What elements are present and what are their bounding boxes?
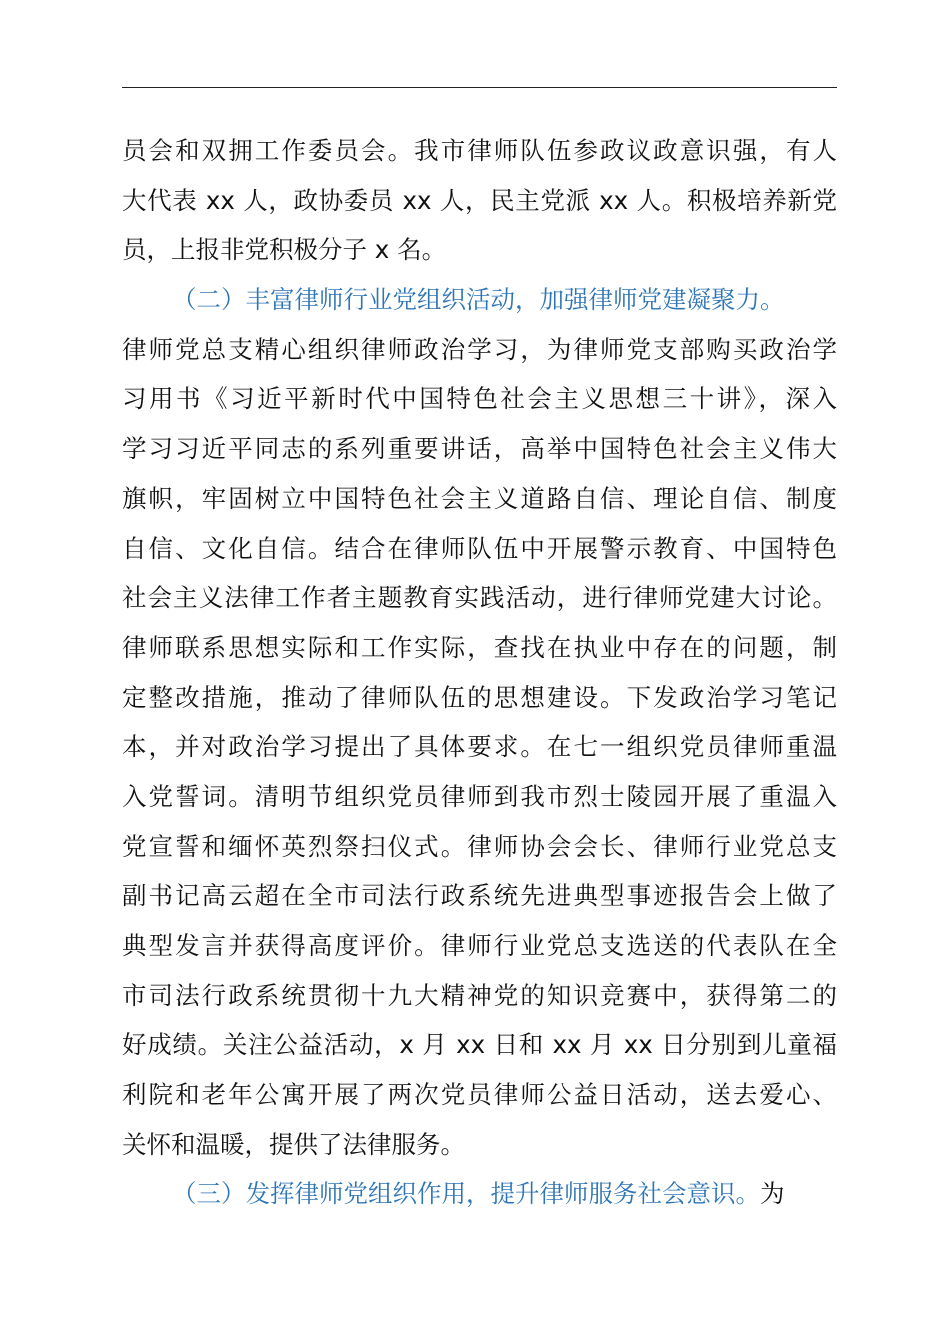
section-heading-3-line [122,1169,837,1219]
section-3-body-start: 为 [760,1179,785,1209]
body-line: 自信、文化自信。结合在律师队伍中开展警示教育、中国特色 [122,533,837,563]
body-line: 入党誓词。清明节组织党员律师到我市烈士陵园开展了重温入 [122,781,837,811]
document-body [122,126,837,1219]
body-line: 好成绩。关注公益活动，x 月 xx 日和 xx 月 xx 日分别到儿童福 [122,1030,837,1060]
body-line: 市司法行政系统贯彻十九大精神党的知识竞赛中，获得第二的 [122,980,837,1010]
body-line: 党宣誓和缅怀英烈祭扫仪式。律师协会会长、律师行业党总支 [122,831,837,861]
body-line: 利院和老年公寓开展了两次党员律师公益日活动，送去爱心、 [122,1080,837,1110]
section-heading-2: （二）丰富律师行业党组织活动，加强律师党建凝聚力。 [172,285,785,315]
body-line: 学习习近平同志的系列重要讲话，高举中国特色社会主义伟大 [122,434,837,464]
body-line: 员，上报非党积极分子 x 名。 [122,235,447,265]
body-line: 本，并对政治学习提出了具体要求。在七一组织党员律师重温 [122,732,837,762]
body-line: 典型发言并获得高度评价。律师行业党总支选送的代表队在全 [122,931,837,960]
body-line: 旗帜，牢固树立中国特色社会主义道路自信、理论自信、制度 [122,483,837,513]
body-line: 社会主义法律工作者主题教育实践活动，进行律师党建大讨论。 [122,583,837,613]
body-line: 定整改措施，推动了律师队伍的思想建设。下发政治学习笔记 [122,682,837,712]
body-line: 律师联系思想实际和工作实际，查找在执业中存在的问题，制 [122,632,837,662]
body-line: 律师党总支精心组织律师政治学习，为律师党支部购买政治学 [122,334,837,364]
body-line: 副书记高云超在全市司法行政系统先进典型事迹报告会上做了 [122,881,837,911]
body-line: 关怀和温暖，提供了法律服务。 [122,1129,465,1159]
body-line: 习用书《习近平新时代中国特色社会主义思想三十讲》，深入 [122,384,837,414]
body-line: 大代表 xx 人，政协委员 xx 人，民主党派 xx 人。积极培养新党 [122,185,837,215]
header-rule [122,87,837,88]
body-line: 员会和双拥工作委员会。我市律师队伍参政议政意识强，有人 [122,136,837,165]
section-heading-3: （三）发挥律师党组织作用，提升律师服务社会意识。 [172,1179,760,1209]
